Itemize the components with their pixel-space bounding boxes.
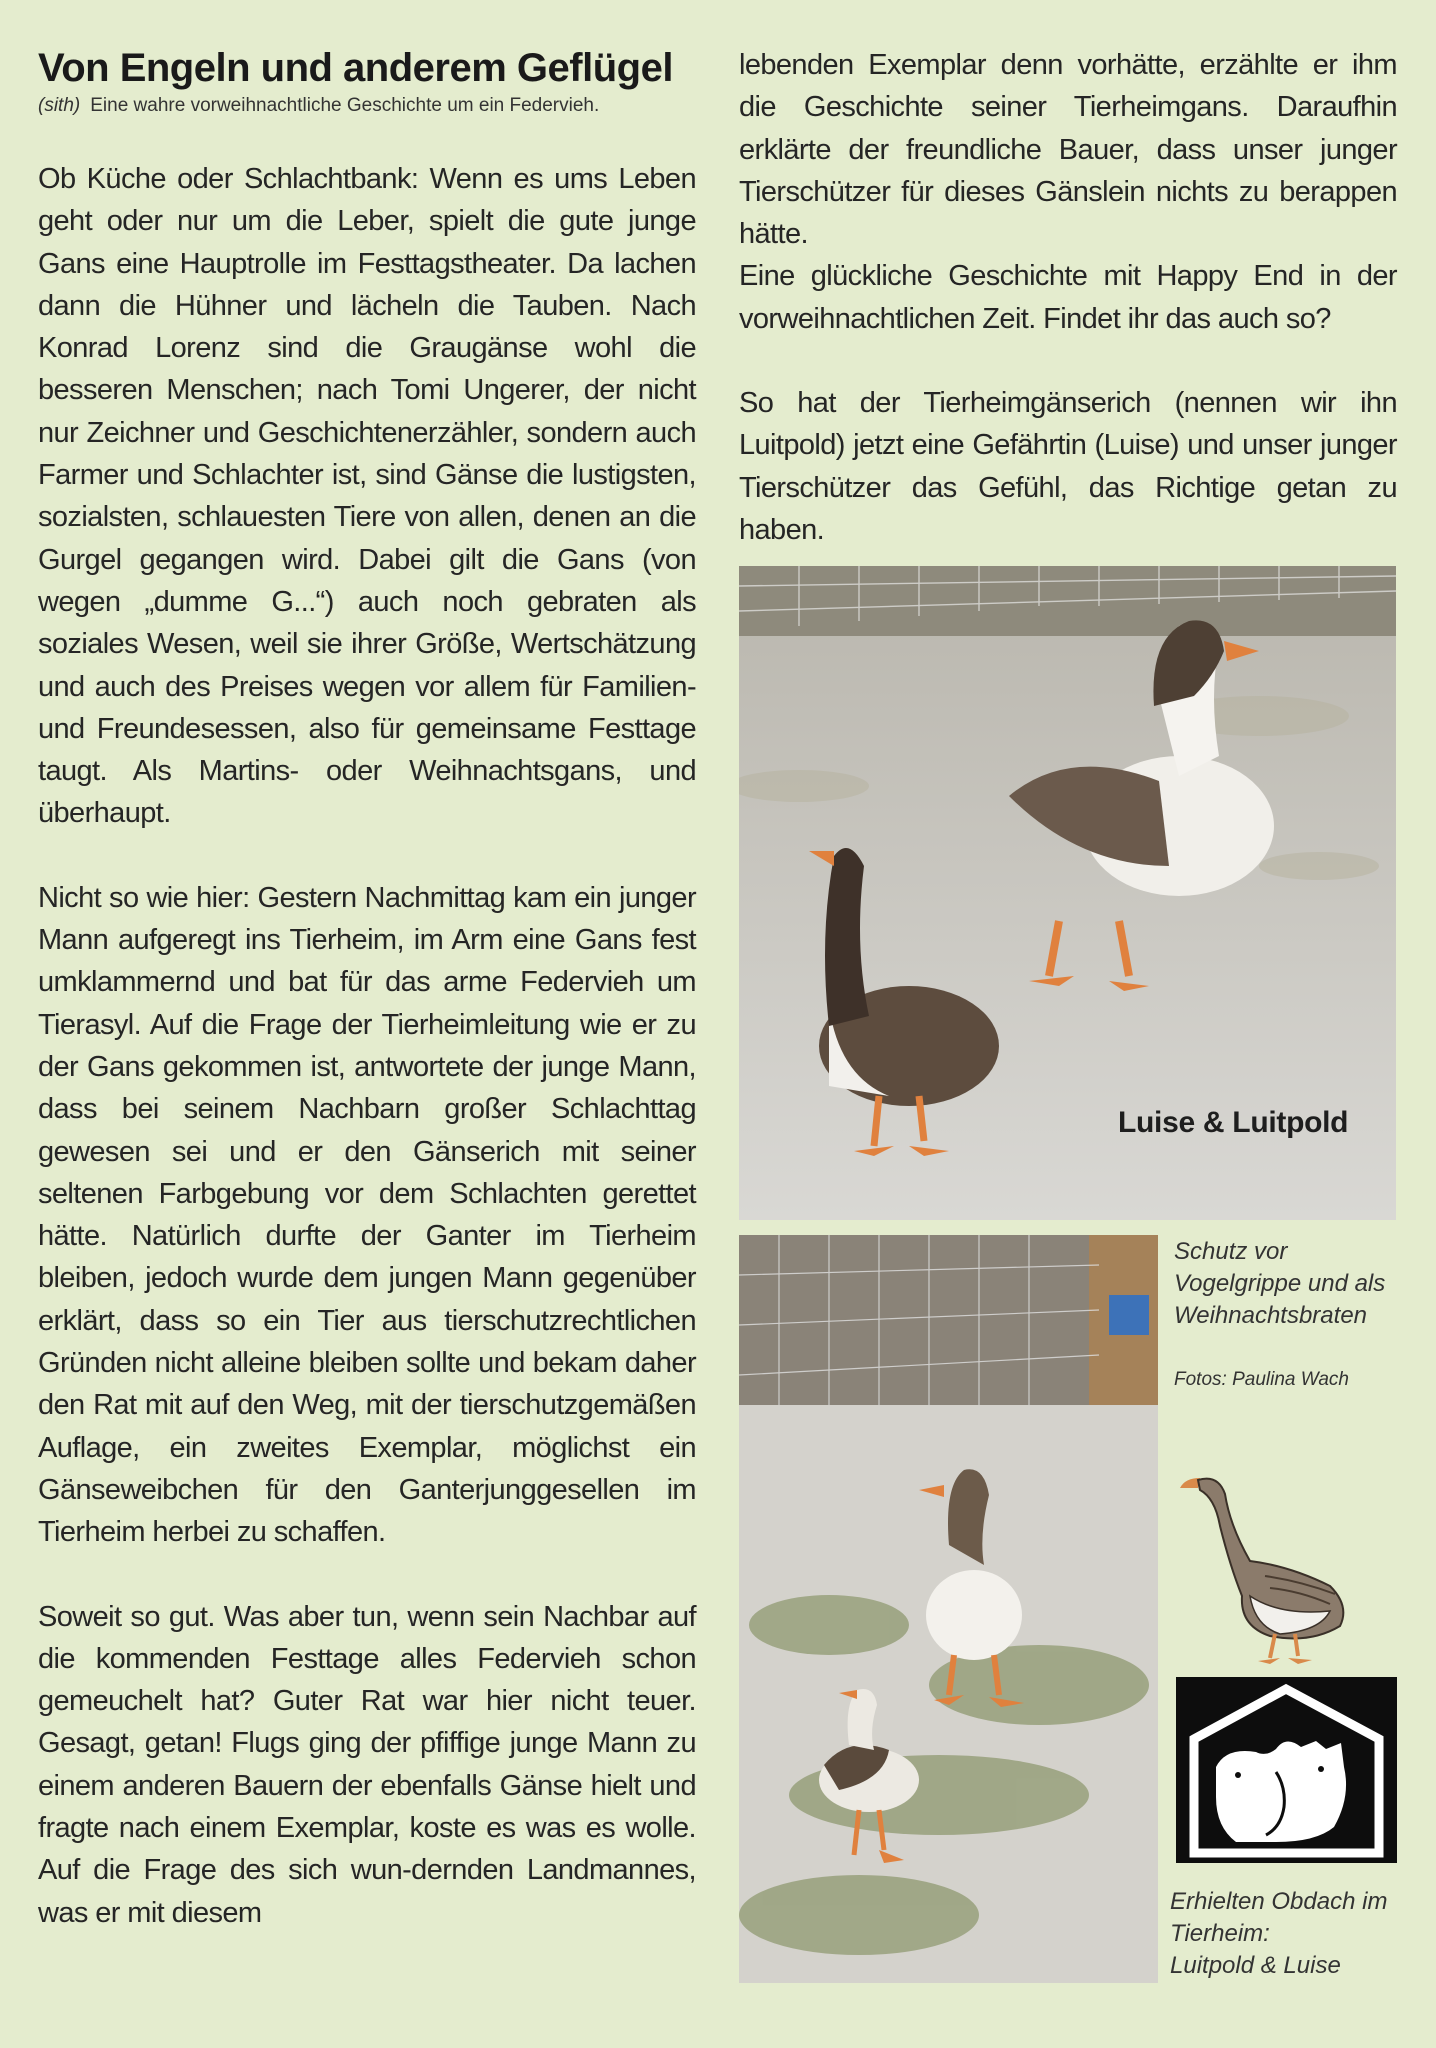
paragraph: Soweit so gut. Was aber tun, wenn sein Nachbar auf die kommenden Festtage alles Federvieh schon gemeuchelt hat? Guter Rat war hier nicht teuer. Gesagt, getan! Flugs ging der pfiffige junge Mann zu einem anderen Bauern der ebenfalls Gänse hielt und fragte nach einem Exemplar, koste es was es wolle. Auf die Frage des sich wun-dernden Landmannes, was er mit diesem xyxy=(38,1600,696,1929)
photo-credit: Fotos: Paulina Wach xyxy=(1174,1369,1349,1390)
article-subtitle: Eine wahre vorweihnachtliche Geschichte um ein Federvieh. xyxy=(90,95,600,116)
geese-photo-bottom xyxy=(739,1235,1158,1983)
left-body-text xyxy=(38,158,696,1934)
paragraph: So hat der Tierheimgänserich (nennen wir ihn Luitpold) jetzt eine Gefährtin (Luise) und unser junger Tierschützer das Gefühl, das Richtige getan zu haben. xyxy=(739,387,1397,546)
author-tag: (sith) xyxy=(38,95,81,116)
goose-illustration-icon xyxy=(1180,1466,1360,1666)
paragraph: Ob Küche oder Schlachtbank: Wenn es ums Leben geht oder nur um die Leber, spielt die gute junge Gans eine Hauptrolle im Festtagstheater. Da lachen dann die Hühner und lächeln die Tauben. Nach Konrad Lorenz sind die Graugänse wohl die besseren Menschen; nach Tomi Ungerer, der nicht nur Zeichner und Geschichtenerzähler, sondern auch Farmer und Schlachter ist, sind Gänse die lustigsten, sozialsten, schlauesten Tiere von allen, denen an die Gurgel gegangen wird. Dabei gilt die Gans (von wegen „dumme G...“) auch noch gebraten als soziales Wesen, weil sie ihrer Größe, Wertschätzung und auch des Preises wegen vor allem für Familien- und Freundesessen, also für gemeinsame Festtage taugt. Als Martins- oder Weihnachtsgans, und überhaupt. xyxy=(38,163,696,830)
paragraph: Nicht so wie hier: Gestern Nachmittag kam ein junger Mann aufgeregt ins Tierheim, im Arm eine Gans fest umklammernd und bat für das arme Federvieh um Tierasyl. Auf die Frage der Tierheimleitung wie er zu der Gans gekommen ist, antwortete der junge Mann, dass bei seinem Nachbarn großer Schlachttag gewesen sei und er den Gänserich mit seiner seltenen Farbgebung vor dem Schlachten gerettet hätte. Natürlich durfte der Ganter im Tierheim bleiben, jedoch wurde dem jungen Mann gegenüber erklärt, dass so ein Tier aus tierschutzrechtlichen Gründen nicht alleine bleiben sollte und bekam daher den Rat mit auf den Weg, mit der tierschutzgemäßen Auflage, ein zweites Exemplar, möglichst ein Gänseweibchen für den Ganterjunggesellen im Tierheim herbei zu schaffen. xyxy=(38,881,696,1549)
photo-label: Luise & Luitpold xyxy=(1118,1106,1349,1139)
side-caption-protection: Schutz vor Vogelgrippe und als Weihnachtsbraten xyxy=(1174,1238,1386,1329)
side-caption-shelter: Erhielten Obdach im Tierheim: Luitpold & Luise xyxy=(1170,1888,1388,1979)
right-column xyxy=(739,44,1397,551)
left-column xyxy=(38,44,696,1934)
right-body-text xyxy=(739,44,1397,551)
animal-shelter-house-logo-icon xyxy=(1176,1677,1397,1863)
paragraph: lebenden Exemplar denn vorhätte, erzählte er ihm die Geschichte seiner Tierheimgans. Daraufhin erklärte der freundliche Bauer, dass unser junger Tierschützer für dieses Gänslein nichts zu berappen hätte. xyxy=(739,49,1397,251)
paragraph: Eine glückliche Geschichte mit Happy End in der vorweihnachtlichen Zeit. Findet ihr das auch so? xyxy=(739,260,1397,335)
article-subline xyxy=(38,94,696,118)
article-title: Von Engeln und anderem Geflügel xyxy=(38,46,673,90)
